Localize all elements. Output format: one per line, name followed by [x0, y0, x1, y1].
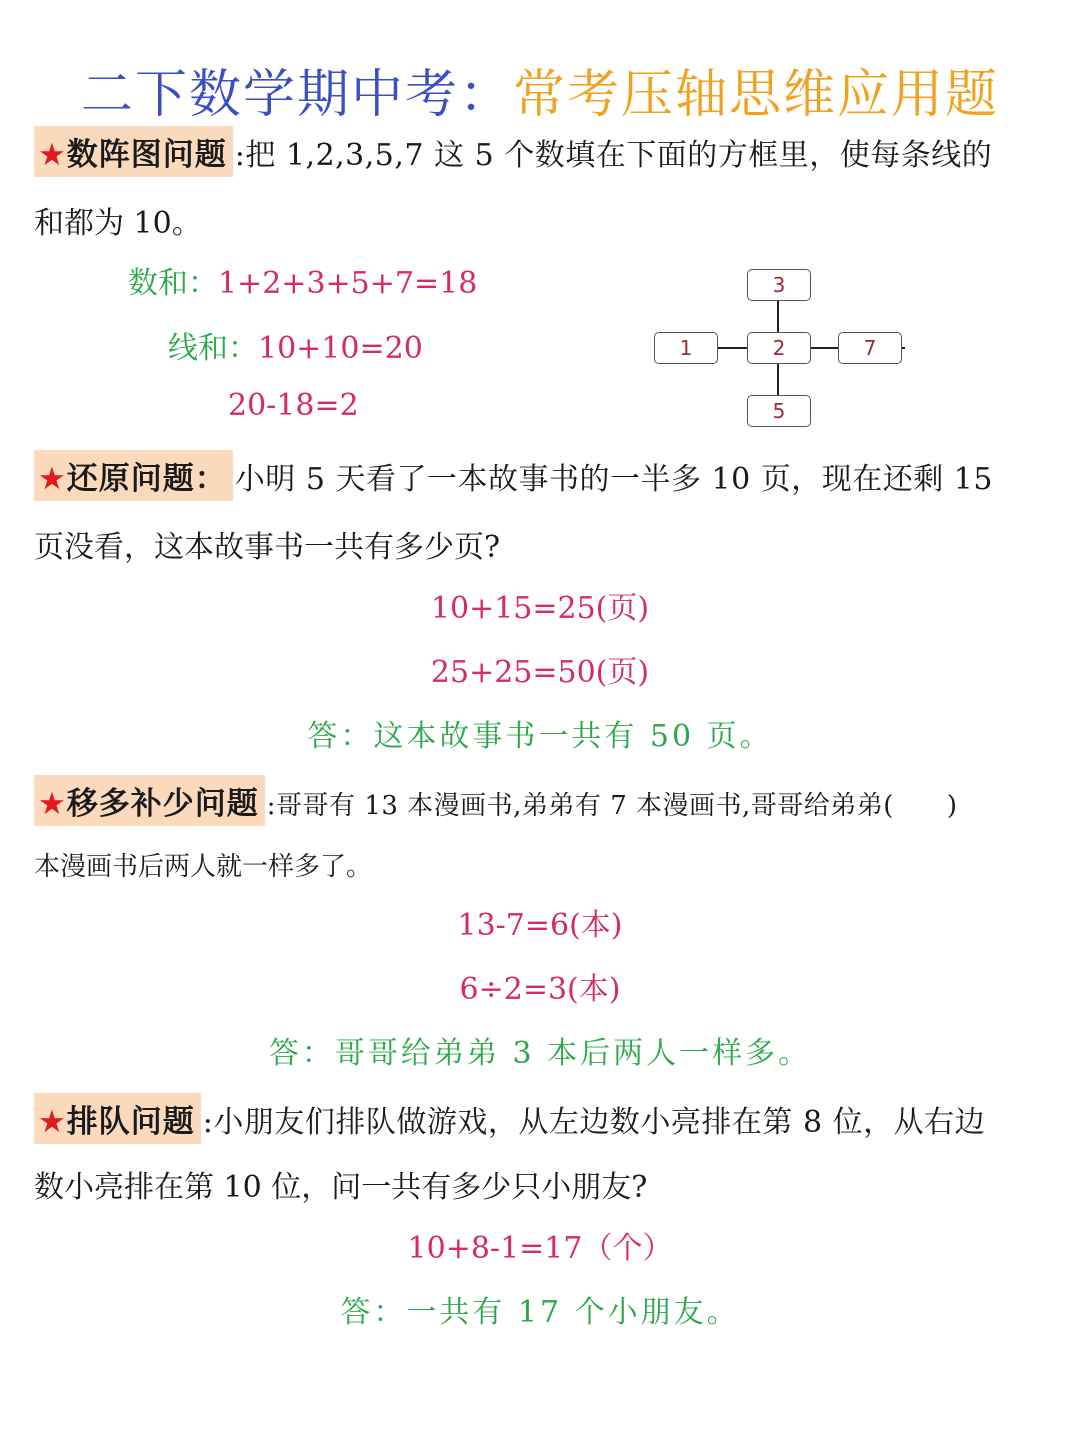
- question-3-tag-label: 移多补少问题: [66, 786, 259, 822]
- question-2-tag-label: 还原问题：: [66, 461, 227, 497]
- question-2-tag: [34, 450, 233, 501]
- question-2: [34, 450, 1046, 501]
- q3-formula-1: 13-7=6(本): [457, 908, 623, 943]
- diagram-box-top: 3: [747, 269, 811, 301]
- diagram-box-center: 2: [747, 332, 811, 364]
- q2-answer: 答：这本故事书一共有 50 页。: [307, 719, 773, 754]
- q4-formula-1: 10+8-1=17（个）: [407, 1231, 673, 1266]
- question-1-text: :把 1,2,3,5,7 这 5 个数填在下面的方框里，使每条线的: [234, 138, 993, 173]
- star-icon: ★: [38, 461, 67, 497]
- page-title: [0, 52, 1080, 127]
- question-2-continuation: 页没看，这本故事书一共有多少页?: [34, 530, 501, 565]
- question-4-text: :小朋友们排队做游戏，从左边数小亮排在第 8 位，从右边: [202, 1105, 986, 1140]
- q2-formula-1: 10+15=25(页): [430, 591, 650, 626]
- q1-formula-difference: 20-18=2: [228, 388, 359, 423]
- question-3-continuation: 本漫画书后两人就一样多了。: [34, 852, 373, 882]
- question-1-tag: [34, 126, 233, 177]
- question-4-continuation: 数小亮排在第 10 位，问一共有多少只小朋友?: [34, 1170, 648, 1205]
- question-3: [34, 775, 1046, 826]
- diagram-box-right: 7: [838, 332, 902, 364]
- question-2-text: 小明 5 天看了一本故事书的一半多 10 页，现在还剩 15: [234, 462, 993, 497]
- q3-answer: 答：哥哥给弟弟 3 本后两人一样多。: [268, 1036, 812, 1071]
- title-part-orange: 常考压轴思维应用题: [513, 65, 1000, 125]
- star-icon: ★: [38, 1104, 67, 1140]
- diagram-box-bottom: 5: [747, 395, 811, 427]
- question-1: [34, 126, 1046, 177]
- number-array-diagram: [650, 266, 910, 431]
- question-3-text: :哥哥有 13 本漫画书,弟弟有 7 本漫画书,哥哥给弟弟( ): [266, 791, 958, 821]
- question-3-tag: [34, 775, 265, 826]
- question-1-tag-label: 数阵图问题: [66, 137, 227, 173]
- q1-formula-line-sum: [168, 323, 423, 367]
- title-part-blue: 二下数学期中考：: [80, 65, 513, 125]
- question-4: [34, 1093, 1046, 1144]
- question-4-tag: [34, 1093, 201, 1144]
- question-1-continuation: 和都为 10。: [34, 206, 202, 241]
- q1-formula-sum-label: 数和：: [128, 266, 218, 301]
- star-icon: ★: [38, 137, 67, 173]
- star-icon: ★: [38, 786, 67, 822]
- q1-formula-line-label: 线和：: [168, 331, 258, 366]
- q3-formula-2: 6÷2=3(本): [459, 972, 621, 1007]
- q1-formula-sum: [128, 258, 477, 302]
- q1-formula-line-value: 10+10=20: [258, 331, 423, 366]
- question-4-tag-label: 排队问题: [66, 1104, 195, 1140]
- q2-formula-2: 25+25=50(页): [430, 655, 650, 690]
- q1-formula-sum-value: 1+2+3+5+7=18: [218, 266, 478, 301]
- q4-answer: 答：一共有 17 个小朋友。: [340, 1295, 740, 1330]
- diagram-box-left: 1: [654, 332, 718, 364]
